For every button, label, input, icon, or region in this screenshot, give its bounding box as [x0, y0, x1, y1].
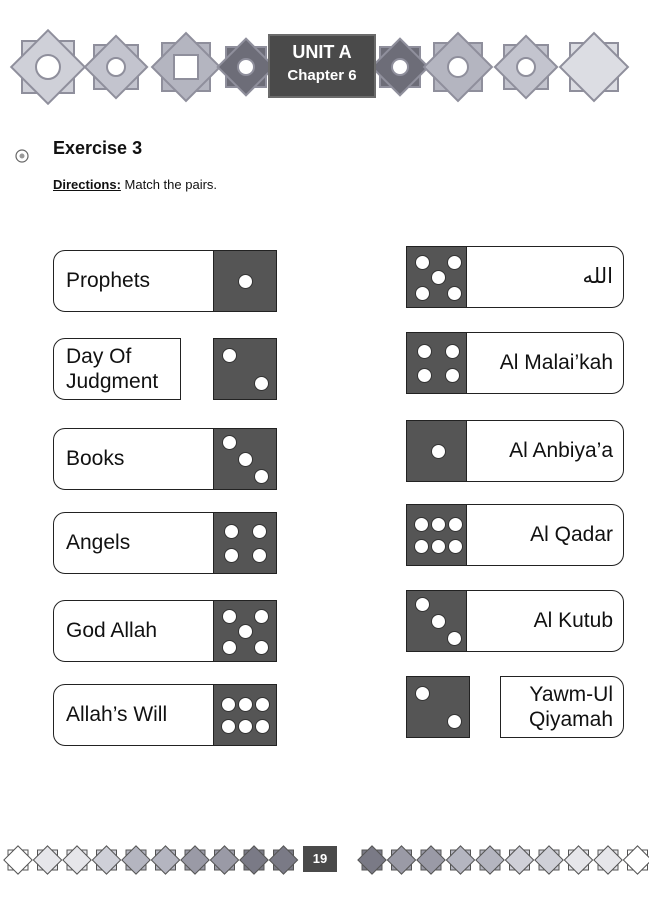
die-pip	[255, 697, 270, 712]
die-pip	[222, 435, 237, 450]
star-ornament-icon	[218, 39, 275, 96]
die-pip	[238, 719, 253, 734]
star-ornament-icon	[372, 39, 429, 96]
die-pip	[221, 719, 236, 734]
footer-star-icon	[4, 846, 32, 874]
left-card-label: Prophets	[53, 250, 221, 312]
star-ornament-icon	[560, 33, 628, 101]
die-face	[406, 420, 470, 482]
die-pip	[255, 719, 270, 734]
die-pip	[447, 714, 462, 729]
die-pip	[222, 609, 237, 624]
die-pip	[431, 444, 446, 459]
die-pip	[415, 686, 430, 701]
die-pip	[414, 517, 429, 532]
die-face	[406, 332, 470, 394]
die-pip	[448, 517, 463, 532]
star-ornament-icon	[495, 36, 557, 98]
die-face	[406, 246, 470, 308]
footer-star-icon	[63, 846, 91, 874]
footer-star-icon	[210, 846, 238, 874]
left-card-label: Angels	[53, 512, 221, 574]
die-face	[213, 684, 277, 746]
right-card-label: Al Kutub	[466, 590, 624, 652]
die-pip	[445, 368, 460, 383]
star-ornament-icon	[424, 33, 492, 101]
left-card[interactable]	[53, 250, 277, 312]
right-card[interactable]	[406, 676, 624, 738]
footer-star-icon	[505, 846, 533, 874]
right-card-label: Al Malai’kah	[466, 332, 624, 394]
footer-star-icon	[446, 846, 474, 874]
right-card[interactable]	[406, 504, 624, 566]
star-ornament-icon	[11, 30, 85, 104]
footer-star-icon	[358, 846, 386, 874]
star-ornament-icon	[85, 36, 147, 98]
footer-star-icon	[535, 846, 563, 874]
footer-star-icon	[476, 846, 504, 874]
die-pip	[431, 517, 446, 532]
unit-chapter-badge	[268, 34, 376, 98]
left-card-label: Day Of Judgment	[53, 338, 181, 400]
right-card-label: Yawm-Ul Qiyamah	[500, 676, 624, 738]
left-card[interactable]	[53, 338, 277, 400]
footer-star-icon	[33, 846, 61, 874]
die-face	[213, 600, 277, 662]
footer-star-icon	[417, 846, 445, 874]
die-pip	[254, 469, 269, 484]
footer-star-icon	[181, 846, 209, 874]
die-face	[213, 428, 277, 490]
die-pip	[415, 597, 430, 612]
footer-star-icon	[151, 846, 179, 874]
left-card[interactable]	[53, 512, 277, 574]
footer-star-icon	[240, 846, 268, 874]
die-pip	[254, 609, 269, 624]
right-card[interactable]	[406, 590, 624, 652]
right-card[interactable]	[406, 246, 624, 308]
die-face	[406, 590, 470, 652]
right-card[interactable]	[406, 420, 624, 482]
directions-text: Match the pairs.	[124, 177, 218, 192]
die-pip	[224, 548, 239, 563]
die-pip	[448, 539, 463, 554]
die-pip	[238, 274, 253, 289]
die-pip	[254, 640, 269, 655]
die-pip	[254, 376, 269, 391]
left-card-label: God Allah	[53, 600, 221, 662]
footer-star-icon	[594, 846, 622, 874]
right-card[interactable]	[406, 332, 624, 394]
left-card[interactable]	[53, 428, 277, 490]
die-pip	[238, 452, 253, 467]
chapter-label: Chapter 6	[287, 67, 357, 84]
footer-star-icon	[623, 846, 649, 874]
right-card-label: Al Anbiya’a	[466, 420, 624, 482]
page-number: 19	[303, 846, 337, 872]
right-card-label: Al Qadar	[466, 504, 624, 566]
footer-star-icon	[92, 846, 120, 874]
die-face	[406, 676, 470, 738]
die-pip	[431, 614, 446, 629]
die-pip	[222, 348, 237, 363]
left-card[interactable]	[53, 684, 277, 746]
directions	[53, 177, 217, 192]
die-face	[213, 512, 277, 574]
exercise-title: Exercise 3	[53, 138, 143, 158]
die-pip	[447, 631, 462, 646]
die-pip	[445, 344, 460, 359]
die-pip	[431, 539, 446, 554]
flower-bullet-icon	[14, 148, 30, 164]
die-pip	[221, 697, 236, 712]
unit-label: UNIT A	[292, 42, 352, 62]
footer-star-icon	[122, 846, 150, 874]
left-card-label: Allah’s Will	[53, 684, 221, 746]
die-pip	[222, 640, 237, 655]
die-pip	[417, 344, 432, 359]
directions-label: Directions:	[53, 177, 121, 192]
die-face	[213, 338, 277, 400]
die-face	[213, 250, 277, 312]
die-pip	[238, 624, 253, 639]
left-card-label: Books	[53, 428, 221, 490]
die-pip	[417, 368, 432, 383]
footer-star-icon	[387, 846, 415, 874]
left-card[interactable]	[53, 600, 277, 662]
die-pip	[414, 539, 429, 554]
right-card-label: الله	[466, 246, 624, 308]
star-ornament-icon	[152, 33, 220, 101]
die-pip	[447, 286, 462, 301]
die-pip	[252, 548, 267, 563]
footer-star-icon	[564, 846, 592, 874]
die-pip	[415, 255, 430, 270]
die-pip	[415, 286, 430, 301]
die-pip	[431, 270, 446, 285]
die-pip	[252, 524, 267, 539]
die-pip	[224, 524, 239, 539]
footer-star-icon	[269, 846, 297, 874]
die-face	[406, 504, 470, 566]
die-pip	[238, 697, 253, 712]
die-pip	[447, 255, 462, 270]
